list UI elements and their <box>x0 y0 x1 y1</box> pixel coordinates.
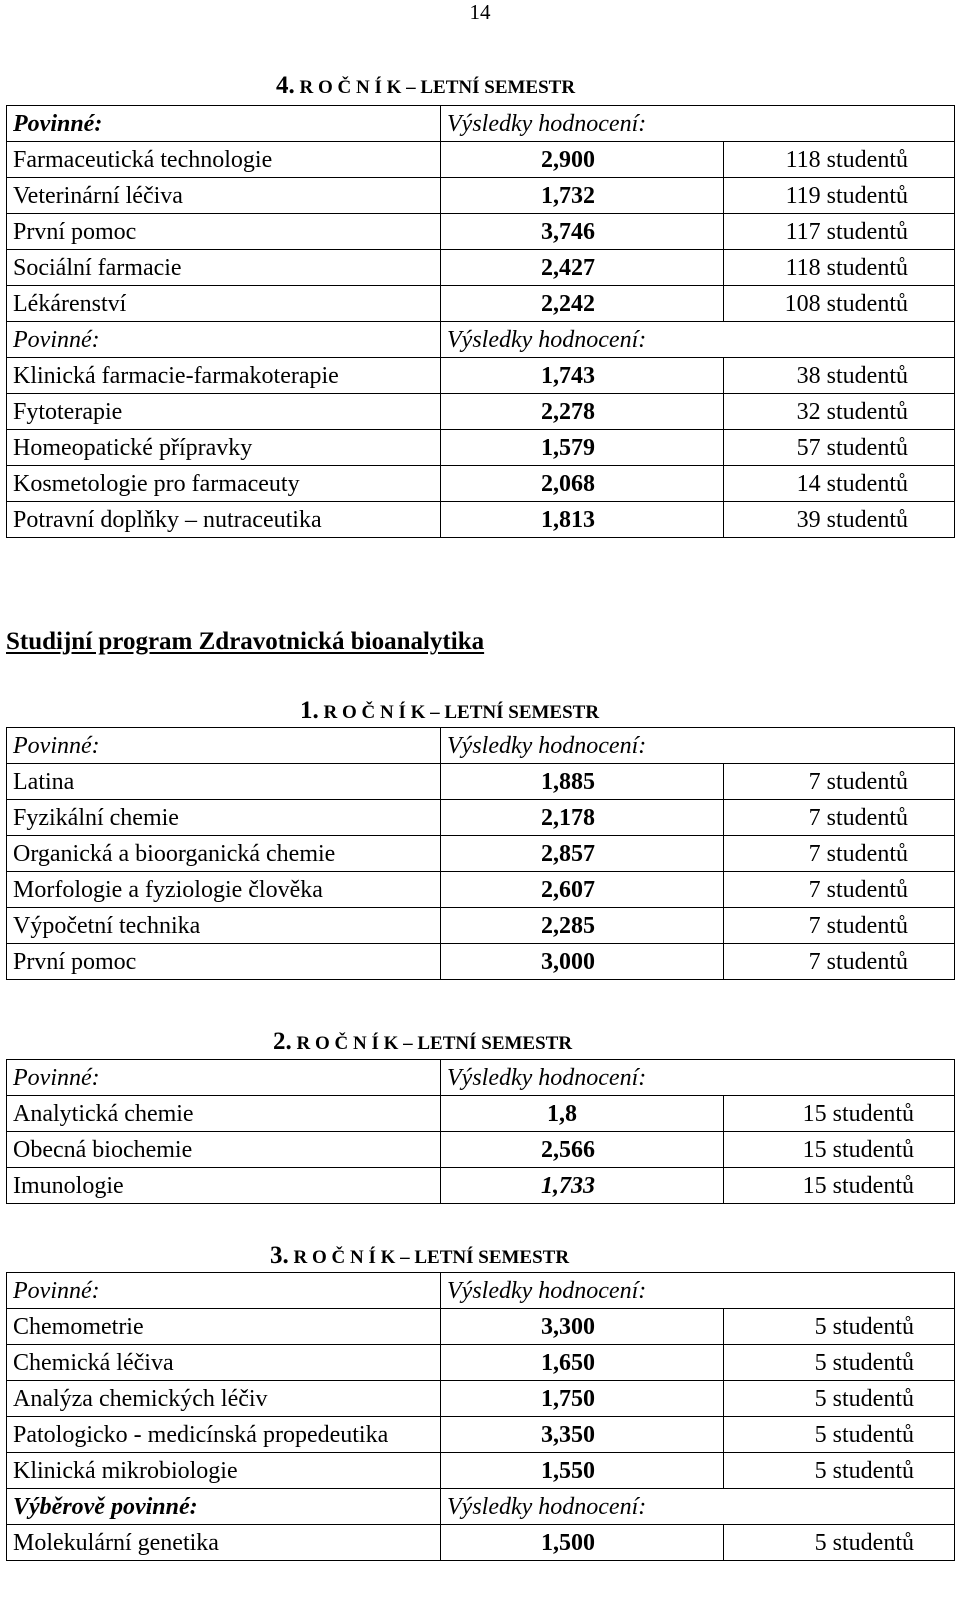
students-cell: 117 studentů <box>724 214 955 250</box>
table-row <box>7 250 955 286</box>
students-cell: 7 studentů <box>724 764 955 800</box>
table-row <box>7 800 955 836</box>
table-row <box>7 502 955 538</box>
students-cell: 7 studentů <box>724 800 955 836</box>
grade-cell: 2,178 <box>441 800 724 836</box>
header-results: Výsledky hodnocení: <box>441 728 955 764</box>
subject-cell: Fyzikální chemie <box>7 800 441 836</box>
table-row <box>7 394 955 430</box>
grade-cell: 2,607 <box>441 872 724 908</box>
grades-table-4-rocnik <box>6 105 955 538</box>
students-cell: 15 studentů <box>724 1096 955 1132</box>
subject-cell: Fytoterapie <box>7 394 441 430</box>
subject-cell: Kosmetologie pro farmaceuty <box>7 466 441 502</box>
grade-cell: 2,900 <box>441 142 724 178</box>
subject-cell: Lékárenství <box>7 286 441 322</box>
grade-cell: 3,350 <box>441 1417 724 1453</box>
grade-cell: 1,750 <box>441 1381 724 1417</box>
table-row <box>7 1132 955 1168</box>
students-cell: 7 studentů <box>724 872 955 908</box>
students-cell: 5 studentů <box>724 1453 955 1489</box>
grades-table-2-rocnik <box>6 1059 955 1204</box>
grade-cell: 1,813 <box>441 502 724 538</box>
subject-cell: Molekulární genetika <box>7 1525 441 1561</box>
subject-cell: První pomoc <box>7 944 441 980</box>
grade-cell: 1,500 <box>441 1525 724 1561</box>
subject-cell: Analytická chemie <box>7 1096 441 1132</box>
header-results: Výsledky hodnocení: <box>441 1060 955 1096</box>
header-results: Výsledky hodnocení: <box>441 322 955 358</box>
table-header-row <box>7 728 955 764</box>
grade-cell: 1,733 <box>441 1168 724 1204</box>
section-title-text: R O Č N Í K – LETNÍ SEMESTR <box>294 77 576 98</box>
section-title-text: R O Č N Í K – LETNÍ SEMESTR <box>291 1033 573 1054</box>
grade-cell: 2,278 <box>441 394 724 430</box>
students-cell: 57 studentů <box>724 430 955 466</box>
table-row <box>7 944 955 980</box>
subject-cell: Homeopatické přípravky <box>7 430 441 466</box>
table-header-row <box>7 1489 955 1525</box>
table-header-row <box>7 106 955 142</box>
subject-cell: Imunologie <box>7 1168 441 1204</box>
table-row <box>7 908 955 944</box>
table-row <box>7 214 955 250</box>
subject-cell: Veterinární léčiva <box>7 178 441 214</box>
table-row <box>7 1453 955 1489</box>
section-title-number: 1. <box>300 697 319 724</box>
grade-cell: 1,650 <box>441 1345 724 1381</box>
table-row <box>7 764 955 800</box>
table-row <box>7 178 955 214</box>
table-row <box>7 466 955 502</box>
section-title-1-rocnik <box>300 697 599 725</box>
students-cell: 118 studentů <box>724 250 955 286</box>
students-cell: 39 studentů <box>724 502 955 538</box>
table-row <box>7 1345 955 1381</box>
table-row <box>7 1525 955 1561</box>
students-cell: 5 studentů <box>724 1525 955 1561</box>
grades-table-1-rocnik <box>6 727 955 980</box>
grades-table-3-rocnik <box>6 1272 955 1561</box>
table-row <box>7 358 955 394</box>
subject-cell: Výpočetní technika <box>7 908 441 944</box>
students-cell: 5 studentů <box>724 1417 955 1453</box>
section-title-text: R O Č N Í K – LETNÍ SEMESTR <box>288 1247 570 1268</box>
header-label: Povinné: <box>7 322 441 358</box>
subject-cell: Obecná biochemie <box>7 1132 441 1168</box>
section-title-4-rocnik <box>276 72 575 100</box>
grade-cell: 1,885 <box>441 764 724 800</box>
table-row <box>7 1168 955 1204</box>
section-title-2-rocnik <box>273 1028 572 1056</box>
students-cell: 5 studentů <box>724 1345 955 1381</box>
section-title-3-rocnik <box>270 1242 569 1270</box>
header-label: Povinné: <box>7 106 441 142</box>
subject-cell: Potravní doplňky – nutraceutika <box>7 502 441 538</box>
grade-cell: 1,743 <box>441 358 724 394</box>
students-cell: 7 studentů <box>724 836 955 872</box>
students-cell: 14 studentů <box>724 466 955 502</box>
grade-cell: 1,579 <box>441 430 724 466</box>
table-row <box>7 1309 955 1345</box>
students-cell: 118 studentů <box>724 142 955 178</box>
header-label: Povinné: <box>7 728 441 764</box>
grade-cell: 2,566 <box>441 1132 724 1168</box>
subject-cell: Analýza chemických léčiv <box>7 1381 441 1417</box>
table-row <box>7 1096 955 1132</box>
table-row <box>7 142 955 178</box>
grade-cell: 2,242 <box>441 286 724 322</box>
grade-cell: 3,300 <box>441 1309 724 1345</box>
section-title-text: R O Č N Í K – LETNÍ SEMESTR <box>318 702 600 723</box>
grade-cell: 3,746 <box>441 214 724 250</box>
students-cell: 5 studentů <box>724 1309 955 1345</box>
header-results: Výsledky hodnocení: <box>441 106 955 142</box>
students-cell: 32 studentů <box>724 394 955 430</box>
subject-cell: Chemometrie <box>7 1309 441 1345</box>
grade-cell: 2,285 <box>441 908 724 944</box>
header-label: Výběrově povinné: <box>7 1489 441 1525</box>
subject-cell: Morfologie a fyziologie člověka <box>7 872 441 908</box>
students-cell: 119 studentů <box>724 178 955 214</box>
table-row <box>7 872 955 908</box>
subject-cell: Organická a bioorganická chemie <box>7 836 441 872</box>
header-results: Výsledky hodnocení: <box>441 1273 955 1309</box>
students-cell: 15 studentů <box>724 1132 955 1168</box>
subject-cell: Klinická mikrobiologie <box>7 1453 441 1489</box>
program-title: Studijní program Zdravotnická bioanalytika <box>6 628 485 655</box>
table-row <box>7 1417 955 1453</box>
subject-cell: Latina <box>7 764 441 800</box>
students-cell: 38 studentů <box>724 358 955 394</box>
subject-cell: Patologicko - medicínská propedeutika <box>7 1417 441 1453</box>
students-cell: 7 studentů <box>724 944 955 980</box>
students-cell: 7 studentů <box>724 908 955 944</box>
table-header-row <box>7 1273 955 1309</box>
subject-cell: První pomoc <box>7 214 441 250</box>
table-row <box>7 1381 955 1417</box>
table-header-row <box>7 322 955 358</box>
grade-cell: 2,857 <box>441 836 724 872</box>
subject-cell: Klinická farmacie-farmakoterapie <box>7 358 441 394</box>
grade-cell: 3,000 <box>441 944 724 980</box>
students-cell: 15 studentů <box>724 1168 955 1204</box>
section-title-number: 4. <box>276 72 295 99</box>
students-cell: 5 studentů <box>724 1381 955 1417</box>
students-cell: 108 studentů <box>724 286 955 322</box>
table-header-row <box>7 1060 955 1096</box>
grade-cell: 2,068 <box>441 466 724 502</box>
grade-cell: 1,550 <box>441 1453 724 1489</box>
grade-cell: 1,8 <box>441 1096 724 1132</box>
section-title-number: 3. <box>270 1242 289 1269</box>
table-row <box>7 836 955 872</box>
subject-cell: Chemická léčiva <box>7 1345 441 1381</box>
section-title-number: 2. <box>273 1028 292 1055</box>
subject-cell: Sociální farmacie <box>7 250 441 286</box>
grade-cell: 2,427 <box>441 250 724 286</box>
header-results: Výsledky hodnocení: <box>441 1489 955 1525</box>
header-label: Povinné: <box>7 1273 441 1309</box>
table-row <box>7 286 955 322</box>
table-row <box>7 430 955 466</box>
subject-cell: Farmaceutická technologie <box>7 142 441 178</box>
page-number: 14 <box>469 0 491 24</box>
header-label: Povinné: <box>7 1060 441 1096</box>
grade-cell: 1,732 <box>441 178 724 214</box>
